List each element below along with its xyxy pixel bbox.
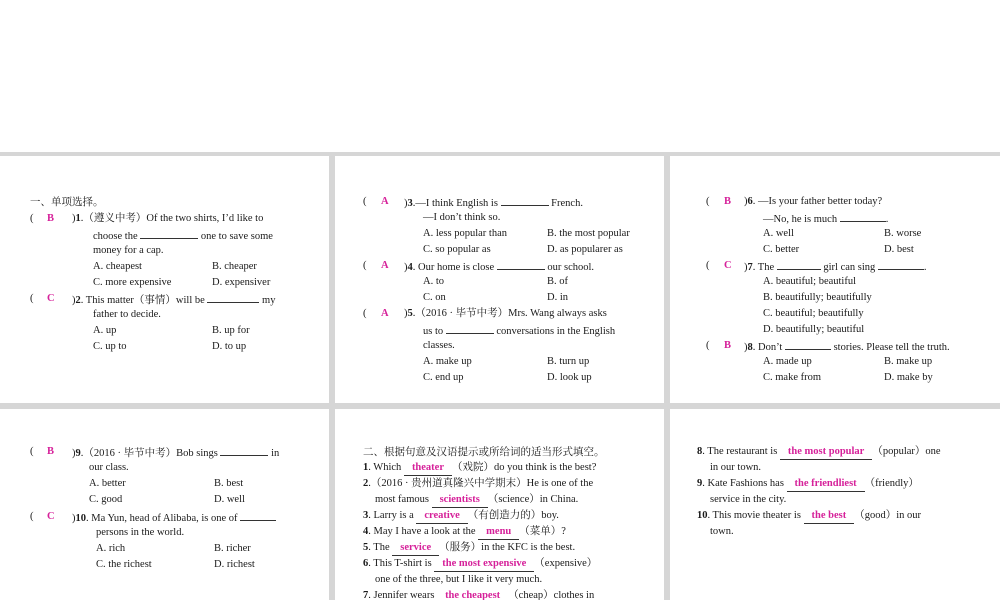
option-c: C. good: [89, 494, 123, 505]
fill-item-2: 2.（2016 · 贵州道真隆兴中学期末）He is one of the: [363, 478, 594, 489]
option-a: A. beautiful; beautiful: [763, 276, 857, 287]
question-4-text: )4. Our home is close our school.: [404, 258, 594, 276]
fill-item-9: 9. Kate Fashions has the friendliest （friendly）: [697, 476, 919, 492]
answer-q10: C: [47, 511, 55, 522]
question-5-line3: classes.: [423, 340, 455, 351]
fill-item-6: 6. This T-shirt is the most expensive （expensive）: [363, 556, 597, 572]
fill-item-2-line2: most famous scientists （science）in China.: [375, 492, 578, 508]
option-c: C. more expensive: [93, 277, 172, 288]
answer-q4: A: [381, 260, 389, 271]
option-a: A. made up: [763, 356, 812, 367]
panel-top-middle: ( A )3.—I think English is French. —I don’t think so. A. less popular than B. the most popular C. so popular as D. as popularer as ( A )4. Our home is close our school. A. to B. of C. on D. in ( A )5.（2016 · 毕节中考）Mrs. Wang always asks us to conversations in the English classes. A. make up B. turn up C. end up D. look up: [335, 156, 664, 403]
option-c: C. up to: [93, 341, 127, 352]
question-5-text: )5.（2016 · 毕节中考）Mrs. Wang always asks: [404, 308, 607, 319]
option-a: A. well: [763, 228, 794, 239]
option-c: C. the richest: [96, 559, 152, 570]
paren-open: (: [30, 213, 34, 224]
fill-answer: theater: [404, 461, 452, 476]
fill-answer: scientists: [432, 493, 488, 508]
answer-q2: C: [47, 293, 55, 304]
option-c: C. end up: [423, 372, 464, 383]
answer-q5: A: [381, 308, 389, 319]
option-b: B. best: [214, 478, 244, 489]
option-d: D. look up: [547, 372, 592, 383]
fill-answer: creative: [416, 509, 467, 524]
panel-bottom-right: [670, 409, 1000, 600]
option-a: A. better: [89, 478, 126, 489]
option-c: C. make from: [763, 372, 822, 383]
answer-q9: B: [47, 446, 55, 457]
question-10-line2: persons in the world.: [96, 527, 185, 538]
question-7-text: )7. The girl can sing .: [744, 258, 927, 276]
fill-answer: the best: [804, 509, 855, 524]
question-2-text: )2. This matter（事情）will be my: [72, 291, 275, 309]
question-6-line2: —No, he is much .: [763, 210, 888, 228]
panel-top-right: ( B )6. —Is your father better today? —No, he is much . A. well B. worse C. better D. best ( C )7. The girl can sing . A. beautiful; beautiful B. beautifully; beautifully C. beautiful; beautifully D. beautifully; beautiful ( B )8. Don’t stories. Please tell the truth. A. made up B. make up C. make from D. make by: [670, 156, 1000, 403]
question-5-line2: us to conversations in the English: [423, 322, 615, 340]
option-d: D. best: [884, 244, 914, 255]
answer-q7: C: [724, 260, 732, 271]
option-c: C. on: [423, 292, 446, 303]
answer-q3: A: [381, 196, 389, 207]
fill-item-5: 5. The service （服务）in the KFC is the best.: [363, 540, 575, 556]
option-b: B. the most popular: [547, 228, 630, 239]
fill-answer: the friendliest: [787, 477, 865, 492]
fill-item-9-line2: service in the city.: [710, 494, 787, 505]
answer-q6: B: [724, 196, 732, 207]
option-a: A. up: [93, 325, 117, 336]
option-b: B. of: [547, 276, 568, 287]
fill-item-8: 8. The restaurant is the most popular （popular）one: [697, 444, 941, 460]
option-b: B. worse: [884, 228, 922, 239]
paren-open: (: [30, 293, 34, 304]
question-8-text: )8. Don’t stories. Please tell the truth.: [744, 338, 950, 356]
fill-item-10-line2: town.: [710, 526, 734, 537]
option-d: D. make by: [884, 372, 933, 383]
option-a: A. make up: [423, 356, 472, 367]
option-a: A. cheapest: [93, 261, 142, 272]
fill-item-4: 4. May I have a look at the menu （菜单）?: [363, 524, 566, 540]
question-3-text: )3.—I think English is French.: [404, 194, 583, 212]
fill-item-7: 7. Jennifer wears the cheapest （cheap）clothes in: [363, 588, 594, 600]
panel-bottom-middle: [335, 409, 664, 600]
question-9-line2: our class.: [89, 462, 129, 473]
question-1-line3: money for a cap.: [93, 245, 164, 256]
section-heading: 二、根据句意及汉语提示或所给词的适当形式填空。: [363, 446, 605, 458]
fill-item-1: 1. Which theater （戏院）do you think is the best?: [363, 460, 596, 476]
fill-item-10: 10. This movie theater is the best （good）in our: [697, 508, 921, 524]
option-c: C. beautiful; beautifully: [763, 308, 864, 319]
option-d: D. richest: [214, 559, 255, 570]
option-d: D. to up: [212, 341, 247, 352]
option-d: D. in: [547, 292, 568, 303]
option-c: C. so popular as: [423, 244, 491, 255]
option-d: D. expensiver: [212, 277, 271, 288]
answer-q1: B: [47, 213, 55, 224]
section-heading: 一、单项选择。: [30, 196, 104, 208]
fill-item-6-line2: one of the three, but I like it very much.: [375, 574, 543, 585]
question-2-line2: father to decide.: [93, 309, 161, 320]
option-d: D. well: [214, 494, 245, 505]
fill-item-8-line2: in our town.: [710, 462, 762, 473]
panel-top-left: [0, 156, 329, 403]
option-a: A. to: [423, 276, 444, 287]
fill-answer: the most expensive: [434, 557, 534, 572]
fill-answer: the most popular: [780, 445, 872, 460]
option-b: B. cheaper: [212, 261, 257, 272]
question-1-text: )1.（遵义中考）Of the two shirts, I’d like to: [72, 213, 264, 224]
fill-item-3: 3. Larry is a creative （有创造力的）boy.: [363, 508, 559, 524]
question-3-line2: —I don’t think so.: [423, 212, 501, 223]
option-b: B. beautifully; beautifully: [763, 292, 872, 303]
option-d: D. as popularer as: [547, 244, 623, 255]
question-10-text: )10. Ma Yun, head of Alibaba, is one of: [72, 509, 276, 527]
option-a: A. rich: [96, 543, 126, 554]
option-d: D. beautifully; beautiful: [763, 324, 865, 335]
panel-bottom-left: ( B )9.（2016 · 毕节中考）Bob sings in our class. A. better B. best C. good D. well ( C )10. Ma Yun, head of Alibaba, is one of persons in the world. A. rich B. richer C. the richest D. richest: [0, 409, 329, 600]
option-b: B. up for: [212, 325, 250, 336]
question-6-text: )6. —Is your father better today?: [744, 196, 883, 207]
worksheet-grid: [0, 152, 1000, 600]
option-b: B. make up: [884, 356, 933, 367]
fill-answer: the cheapest: [437, 589, 508, 600]
option-a: A. less popular than: [423, 228, 507, 239]
fill-answer: service: [392, 541, 439, 556]
answer-q8: B: [724, 340, 732, 351]
fill-answer: menu: [478, 525, 519, 540]
option-b: B. richer: [214, 543, 251, 554]
option-b: B. turn up: [547, 356, 590, 367]
question-9-text: )9.（2016 · 毕节中考）Bob sings in: [72, 444, 279, 462]
question-1-line2: choose the one to save some: [93, 227, 273, 245]
option-c: C. better: [763, 244, 800, 255]
